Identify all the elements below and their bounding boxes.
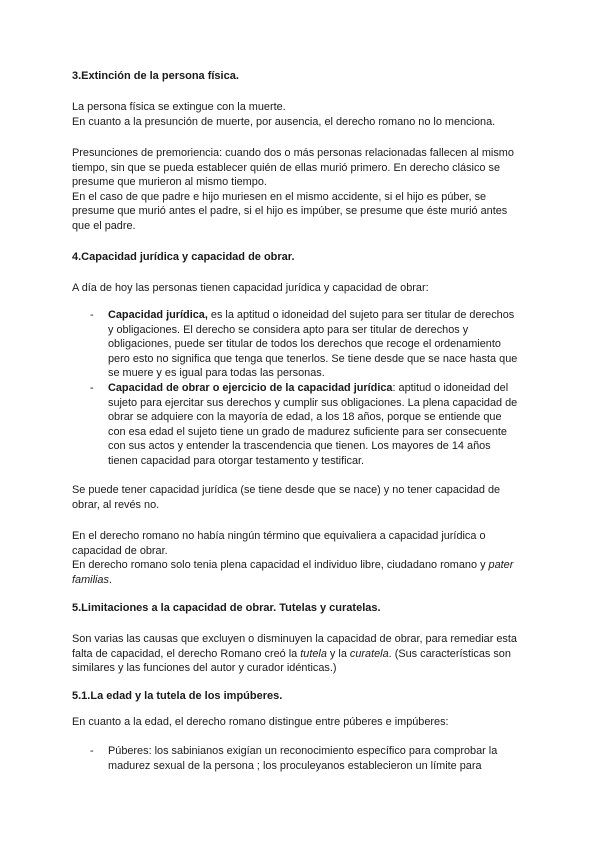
text-line: Púberes: los sabinianos exigían un reconocimiento específico para comprobar la (108, 745, 498, 757)
text-line: : aptitud o idoneidad del (392, 381, 509, 394)
text-punct: . (108, 573, 112, 586)
paragraph-premoriencia (72, 146, 534, 234)
heading-edad-tutela: 5.1.La edad y la tutela de los impúberes. (72, 690, 283, 702)
text-line: Presunciones de premoriencia: cuando dos o más personas relacionadas fallecen al mismo (72, 147, 514, 159)
paragraph-edad-intro: En cuanto a la edad, el derecho romano distingue entre púberes e impúberes: (72, 716, 449, 728)
term-capacidad-obrar: Capacidad de obrar o ejercicio de la capacidad jurídica (108, 381, 393, 394)
paragraph-capacidad-4 (72, 529, 534, 587)
text-line: En cuanto a la presunción de muerte, por ausencia, el derecho romano no lo menciona. (72, 115, 496, 128)
capacidad-list (72, 308, 534, 469)
heading-extincion: 3.Extinción de la persona física. (72, 70, 239, 82)
text-line: es la aptitud o idoneidad del sujeto para ser titular de derechos (207, 309, 515, 321)
paragraph-extincion-1 (72, 100, 534, 129)
emphasis-pater: pater (488, 559, 514, 572)
text-line: tienen capacidad para otorgar testamento y testificar. (108, 454, 365, 467)
text-line: falta de capacidad, el derecho Romano creó la (72, 647, 301, 660)
text-line: similares y las funciones del autor y curador idénticas.) (72, 662, 337, 675)
text-line: Se puede tener capacidad jurídica (se tiene desde que se nace) y no tener capacidad de (72, 484, 501, 496)
puberes-list (72, 744, 534, 773)
text-line: La persona física se extingue con la muerte. (72, 101, 286, 113)
emphasis-tutela: tutela (300, 647, 327, 660)
text-line: y obligaciones. El derecho se considera apto para ser titular de derechos y (108, 323, 469, 336)
list-item (72, 744, 534, 773)
text-line: y la (326, 647, 350, 660)
text-line: se muere y es igual para todas las personas. (108, 367, 325, 380)
text-line: obligaciones, puede ser titular de todos los derechos que recoge el ordenamiento (108, 338, 501, 351)
list-item (72, 308, 534, 381)
text-line: con sus actos y entender la trascendencia que tienen. Los mayores de 14 años (108, 440, 491, 453)
term-capacidad-juridica: Capacidad jurídica, (108, 309, 208, 321)
heading-capacidad: 4.Capacidad jurídica y capacidad de obrar. (72, 251, 295, 263)
list-item (72, 381, 534, 469)
text-line: sujeto para ejercitar sus derechos y cumplir sus obligaciones. La plena capacidad de (108, 396, 518, 409)
text-line: tiempo, sin que se pueda establecer quién de ellas murió primero. En derecho clásico se (72, 161, 500, 174)
text-line: que el padre. (72, 219, 136, 232)
text-line: En el caso de que padre e hijo muriesen en el mismo accidente, si el hijo es púber, se (72, 190, 487, 203)
text-line: presume que murieron al mismo tiempo. (72, 176, 267, 189)
emphasis-curatela: curatela (349, 647, 389, 660)
text-line: En derecho romano solo tenia plena capacidad el individuo libre, ciudadano romano y (72, 559, 489, 572)
paragraph-capacidad-3 (72, 483, 534, 512)
text-line: con esa edad el sujeto tiene un grado de madurez suficiente para ser consecuente (108, 425, 507, 438)
emphasis-familias: familias (72, 573, 109, 586)
text-line: madurez sexual de la persona ; los proculeyanos establecieron un límite para (108, 759, 482, 772)
paragraph-capacidad-intro: A día de hoy las personas tienen capacidad jurídica y capacidad de obrar: (72, 282, 429, 294)
text-line: . (Sus características son (388, 647, 511, 660)
text-line: capacidad de obrar. (72, 544, 168, 557)
text-line: presume que murió antes el padre, si el hijo es impúber, se presume que éste murió antes (72, 205, 508, 218)
text-line: obrar se adquiere con la mayoría de edad, a los 18 años, porque se entiende que (108, 411, 502, 424)
heading-limitaciones: 5.Limitaciones a la capacidad de obrar. Tutelas y curatelas. (72, 602, 381, 614)
text-line: obrar, al revés no. (72, 498, 160, 511)
text-line: Son varias las causas que excluyen o disminuyen la capacidad de obrar, para remediar esta (72, 633, 517, 645)
paragraph-limitaciones (72, 632, 534, 676)
text-line: pero esto no significa que tenga que tenerlos. Se tiene desde que se nace hasta que (108, 352, 518, 365)
text-line: En el derecho romano no había ningún término que equivaliera a capacidad jurídica o (72, 530, 486, 542)
